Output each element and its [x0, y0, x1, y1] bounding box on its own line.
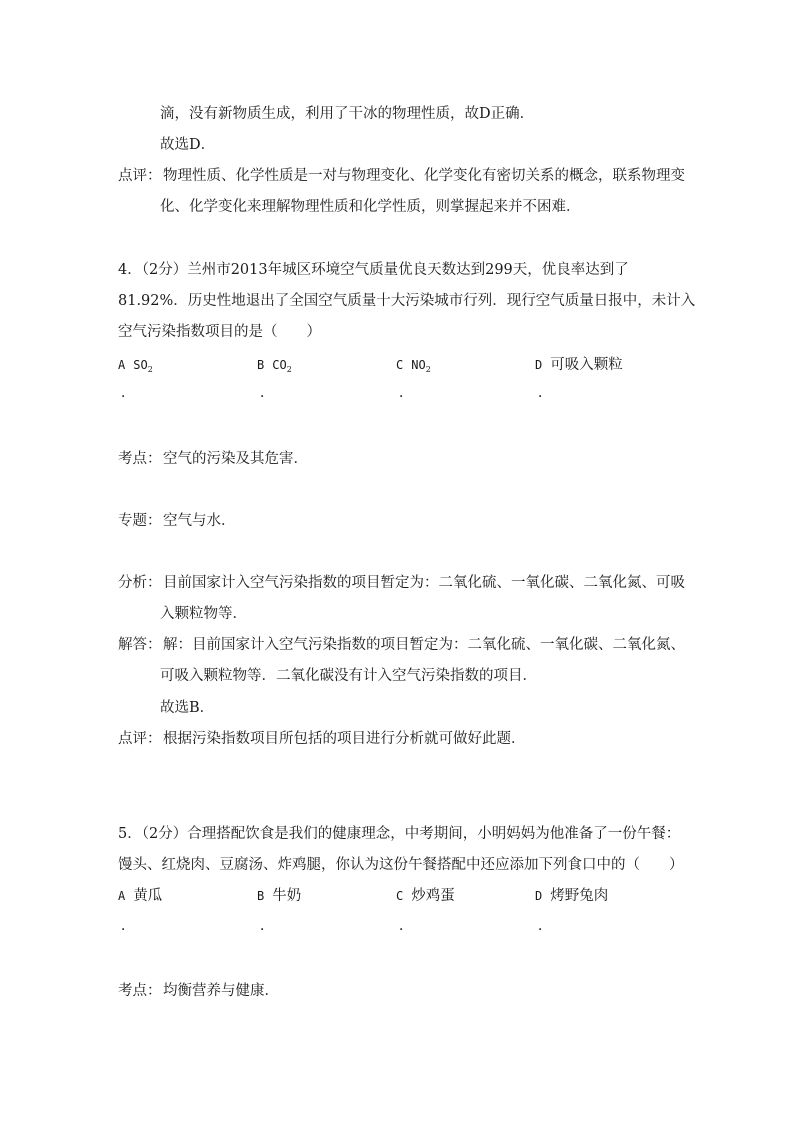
option-value: CO: [272, 358, 287, 372]
q5-option-b: [257, 886, 301, 906]
option-letter: A: [118, 889, 126, 903]
q4-stem-line-2: 81.92%．历史性地退出了全国空气质量十大污染城市行列．现行空气质量日报中，未计入: [118, 293, 696, 309]
option-subscript: 2: [147, 365, 153, 374]
option-dot: ．: [121, 385, 135, 401]
q4-dianping: 根据污染指数项目所包括的项目进行分析就可做好此题．: [163, 731, 526, 747]
q4-dianping-label: 点评：: [118, 731, 162, 747]
option-value: 烤野兔肉: [550, 888, 609, 904]
option-dot: ．: [260, 918, 274, 934]
q3-analysis-tail: 滴，没有新物质生成，利用了干冰的物理性质，故D正确．: [160, 106, 535, 122]
option-letter: D: [535, 889, 543, 903]
q4-fenxi-line-1: 目前国家计入空气污染指数的项目暂定为：二氧化硫、一氧化碳、二氧化氮、可吸: [163, 575, 685, 591]
option-value: 牛奶: [272, 888, 302, 904]
q4-jieda-label: 解答：: [118, 637, 162, 653]
q4-option-b: [257, 355, 292, 380]
q5-kaodian: 均衡营养与健康．: [163, 983, 279, 999]
q4-option-c: [396, 355, 431, 380]
option-dot: ．: [121, 918, 135, 934]
q4-kaodian: 空气的污染及其危害．: [163, 451, 308, 467]
q4-zhuanti-label: 专题：: [118, 513, 162, 529]
q4-jieda-line-1: 解：目前国家计入空气污染指数的项目暂定为：二氧化硫、一氧化碳、二氧化氮、: [163, 637, 685, 653]
q5-option-d: [535, 886, 608, 906]
option-letter: B: [257, 358, 265, 372]
option-dot: ．: [260, 385, 274, 401]
option-letter: C: [396, 889, 404, 903]
q5-option-c: [396, 886, 455, 906]
option-dot: ．: [399, 918, 413, 934]
q4-fenxi-line-2: 入颗粒物等．: [160, 606, 247, 622]
option-subscript: 2: [425, 365, 431, 374]
q4-fenxi-label: 分析：: [118, 575, 162, 591]
q4-kaodian-label: 考点：: [118, 451, 162, 467]
option-value: 黄瓜: [133, 888, 163, 904]
q5-stem-line-1: 5．（2分）合理搭配饮食是我们的健康理念，中考期间，小明妈妈为他准备了一份午餐：: [118, 826, 681, 842]
option-dot: ．: [399, 385, 413, 401]
option-dot: ．: [538, 385, 552, 401]
q4-zhuanti: 空气与水．: [163, 513, 236, 529]
q3-comment-line-1: 物理性质、化学性质是一对与物理变化、化学变化有密切关系的概念，联系物理变: [163, 168, 685, 184]
q4-jieda-line-2: 可吸入颗粒物等．二氧化碳没有计入空气污染指数的项目．: [160, 668, 537, 684]
q4-option-d: [535, 355, 623, 375]
option-value: 可吸入颗粒: [550, 357, 623, 373]
q3-comment-line-2: 化、化学变化来理解物理性质和化学性质，则掌握起来并不困难．: [160, 199, 581, 215]
q5-kaodian-label: 考点：: [118, 983, 162, 999]
option-subscript: 2: [286, 365, 292, 374]
q5-stem-line-2: 馒头、红烧肉、豆腐汤、炸鸡腿，你认为这份午餐搭配中还应添加下列食口中的（ ）: [118, 857, 684, 873]
option-letter: D: [535, 358, 543, 372]
q4-stem-line-1: 4．（2分）兰州市2013年城区环境空气质量优良天数达到299天，优良率达到了: [118, 262, 629, 278]
option-letter: B: [257, 889, 265, 903]
option-value: 炒鸡蛋: [411, 888, 455, 904]
q3-choice: 故选D．: [160, 137, 216, 153]
option-letter: A: [118, 358, 126, 372]
q4-option-a: [118, 355, 153, 380]
q4-jieda-line-3: 故选B．: [160, 700, 215, 716]
q4-stem-line-3: 空气污染指数项目的是（ ）: [118, 324, 321, 340]
option-value: NO: [411, 358, 426, 372]
option-value: SO: [133, 358, 148, 372]
q3-comment-label: 点评：: [118, 168, 162, 184]
option-dot: ．: [538, 918, 552, 934]
option-letter: C: [396, 358, 404, 372]
q5-option-a: [118, 886, 162, 906]
